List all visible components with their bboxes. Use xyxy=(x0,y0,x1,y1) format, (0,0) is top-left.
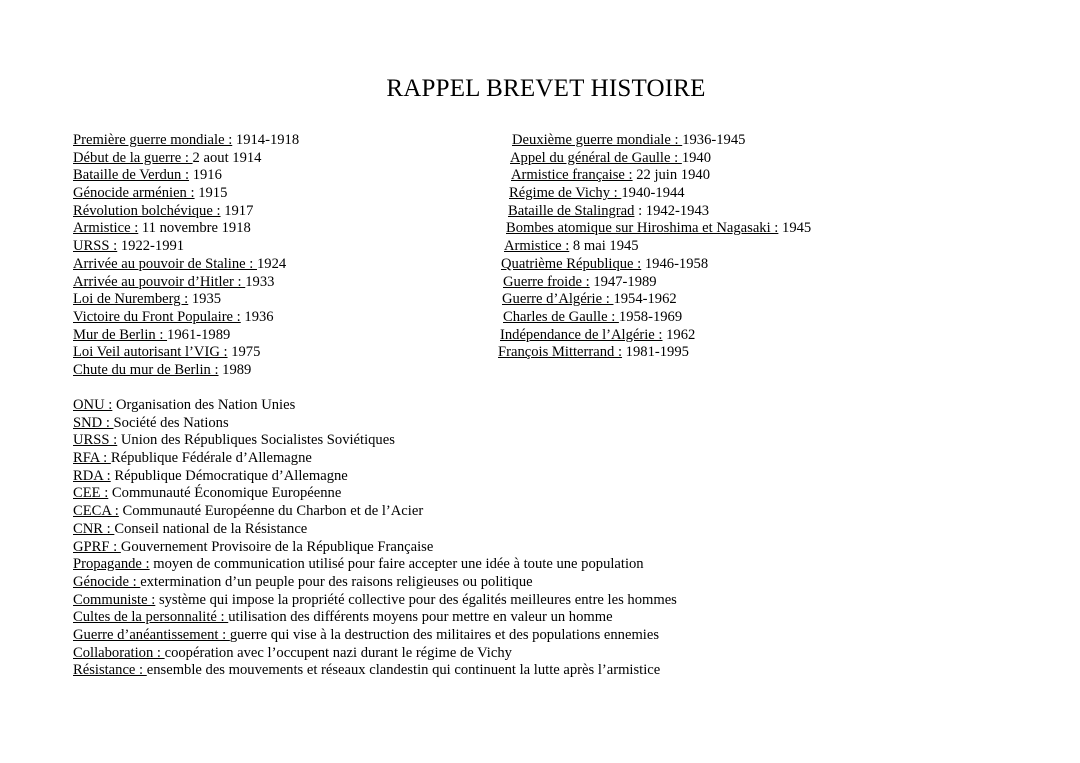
glossary-entry xyxy=(73,521,677,539)
date-entry xyxy=(497,132,811,150)
date-entry xyxy=(497,344,811,362)
date-entry xyxy=(73,185,299,203)
date-entry-term: Charles de Gaulle : xyxy=(503,308,619,325)
glossary-entry-value: République Démocratique d’Allemagne xyxy=(110,467,348,484)
glossary-entry-value: coopération avec l’occupent nazi durant le régime de Vichy xyxy=(164,644,512,661)
date-entry-term: Bataille de Stalingrad xyxy=(508,202,635,219)
date-entry xyxy=(73,150,299,168)
glossary-entry-value: République Fédérale d’Allemagne xyxy=(110,450,312,467)
glossary-entry xyxy=(73,415,677,433)
date-entry-term: Armistice : xyxy=(504,238,570,255)
date-entry-term: Révolution bolchévique : xyxy=(73,202,221,219)
date-entry xyxy=(497,167,811,185)
date-entry-term: Chute du mur de Berlin : xyxy=(73,361,219,378)
glossary-entry-term: Collaboration : xyxy=(73,644,165,661)
glossary-entry-value: Société des Nations xyxy=(113,414,229,431)
date-entry xyxy=(497,185,811,203)
glossary-entry-term: Guerre d’anéantissement : xyxy=(73,626,230,643)
date-entry xyxy=(497,309,811,327)
date-entry xyxy=(73,362,299,380)
date-entry-term: Guerre d’Algérie : xyxy=(502,291,614,308)
glossary-entry-value: extermination d’un peuple pour des raisons religieuses ou politique xyxy=(140,573,533,590)
date-entry xyxy=(497,274,811,292)
date-entry-term: Bataille de Verdun : xyxy=(73,167,190,184)
glossary-entry xyxy=(73,627,677,645)
glossary-entry-term: Génocide : xyxy=(73,573,141,590)
glossary-entry-value: Communauté Européenne du Charbon et de l’Acier xyxy=(118,503,424,520)
date-entry-value: 1915 xyxy=(194,185,228,202)
glossary-entry-term: CECA : xyxy=(73,503,119,520)
date-entry-term: Armistice : xyxy=(73,220,139,237)
date-entry xyxy=(73,309,299,327)
glossary-entry xyxy=(73,468,677,486)
date-entry-value: 1989 xyxy=(218,361,252,378)
page-title: RAPPEL BREVET HISTOIRE xyxy=(386,75,706,102)
date-entry-value: 1935 xyxy=(188,291,222,308)
glossary-entry xyxy=(73,609,677,627)
date-entry xyxy=(497,238,811,256)
date-entry xyxy=(497,220,811,238)
date-entry-value: 1947-1989 xyxy=(589,273,657,290)
date-entry-value: 2 aout 1914 xyxy=(192,149,262,166)
date-entry-term: URSS : xyxy=(73,238,118,255)
date-entry-value: 1975 xyxy=(227,344,261,361)
date-entry-value: 1914-1918 xyxy=(232,132,300,148)
date-entry-term: Mur de Berlin : xyxy=(73,326,168,343)
glossary-entry-term: SND : xyxy=(73,414,114,431)
date-entry-term: Génocide arménien : xyxy=(73,185,195,202)
glossary-entry xyxy=(73,450,677,468)
glossary-entry xyxy=(73,592,677,610)
date-entry xyxy=(497,150,811,168)
date-entry-term: François Mitterrand : xyxy=(498,344,623,361)
date-entry-term: Indépendance de l’Algérie : xyxy=(500,326,663,343)
glossary-entry-term: CNR : xyxy=(73,520,115,537)
glossary-entry xyxy=(73,574,677,592)
glossary-entry-term: URSS : xyxy=(73,432,118,449)
date-entry-term: Quatrième République : xyxy=(501,255,642,272)
date-entry-term: Régime de Vichy : xyxy=(509,185,622,202)
glossary-entry xyxy=(73,485,677,503)
date-entry-value: 1917 xyxy=(220,202,254,219)
date-entry-value: 1940 xyxy=(681,149,712,166)
date-entry xyxy=(73,327,299,345)
glossary-entry-value: Organisation des Nation Unies xyxy=(112,397,296,413)
date-entry xyxy=(73,274,299,292)
glossary-entry-term: Propagande : xyxy=(73,556,150,573)
date-entry xyxy=(73,291,299,309)
date-entry-term: Victoire du Front Populaire : xyxy=(73,308,241,325)
date-entry-value: 1936-1945 xyxy=(682,132,746,148)
left-dates-column xyxy=(73,132,299,380)
date-entry-term: Arrivée au pouvoir d’Hitler : xyxy=(73,273,246,290)
date-entry-value: 1916 xyxy=(189,167,222,184)
glossary-entry-value: Communauté Économique Européenne xyxy=(108,485,342,502)
date-entry-term: Arrivée au pouvoir de Staline : xyxy=(73,255,257,272)
date-entry-value: 1946-1958 xyxy=(641,255,709,272)
glossary-entry xyxy=(73,556,677,574)
glossary-entry-value: Conseil national de la Résistance xyxy=(114,520,308,537)
date-entry-term: Armistice française : xyxy=(511,167,633,184)
date-entry-value: 1958-1969 xyxy=(618,308,683,325)
date-entry xyxy=(73,238,299,256)
date-entry xyxy=(497,291,811,309)
date-entry-value: 1961-1989 xyxy=(167,326,231,343)
date-entry-value: 11 novembre 1918 xyxy=(138,220,251,237)
date-entry-value: 1922-1991 xyxy=(117,238,185,255)
date-entry-value: 1945 xyxy=(778,220,812,237)
date-entry-value: 1981-1995 xyxy=(622,344,689,361)
date-entry-term: Appel du général de Gaulle : xyxy=(510,149,682,166)
glossary-entry-value: système qui impose la propriété collective pour des égalités meilleures entre les hommes xyxy=(155,591,677,608)
glossary-entry-value: moyen de communication utilisé pour faire accepter une idée à toute une population xyxy=(149,556,644,573)
date-entry-term: Deuxième guerre mondiale : xyxy=(512,132,683,148)
date-entry xyxy=(73,256,299,274)
glossary-entry-term: Résistance : xyxy=(73,662,147,679)
date-entry xyxy=(73,344,299,362)
glossary-entry-value: ensemble des mouvements et réseaux clandestin qui continuent la lutte après l’armistice xyxy=(146,662,661,679)
glossary-entry-term: RFA : xyxy=(73,450,111,467)
glossary-entry xyxy=(73,539,677,557)
glossary-entry-term: Cultes de la personnalité : xyxy=(73,609,229,626)
glossary-entry-value: guerre qui vise à la destruction des militaires et des populations ennemies xyxy=(229,626,660,643)
glossary-entry-value: utilisation des différents moyens pour mettre en valeur un homme xyxy=(228,609,613,626)
glossary-entry-term: CEE : xyxy=(73,485,109,502)
date-entry xyxy=(73,220,299,238)
glossary-entry xyxy=(73,397,677,415)
date-entry-value: : 1942-1943 xyxy=(634,202,710,219)
date-entry-term: Début de la guerre : xyxy=(73,149,193,166)
date-entry-term: Loi Veil autorisant l’VIG : xyxy=(73,344,228,361)
date-entry-value: 22 juin 1940 xyxy=(632,167,710,184)
date-entry-term: Guerre froide : xyxy=(503,273,590,290)
glossary-entry xyxy=(73,645,677,663)
glossary-list xyxy=(73,397,677,680)
glossary-entry-term: GPRF : xyxy=(73,538,121,555)
date-entry-term: Première guerre mondiale : xyxy=(73,132,233,148)
glossary-entry-term: ONU : xyxy=(73,397,113,413)
date-entry-term: Bombes atomique sur Hiroshima et Nagasaki : xyxy=(506,220,779,237)
date-entry-value: 1954-1962 xyxy=(613,291,677,308)
date-entry xyxy=(497,327,811,345)
glossary-entry-value: Gouvernement Provisoire de la République Française xyxy=(120,538,434,555)
glossary-entry xyxy=(73,503,677,521)
glossary-entry-term: RDA : xyxy=(73,467,111,484)
date-entry xyxy=(73,167,299,185)
date-entry-value: 1924 xyxy=(257,255,287,272)
glossary-entry-term: Communiste : xyxy=(73,591,156,608)
date-entry-term: Loi de Nuremberg : xyxy=(73,291,189,308)
date-entry-value: 1940-1944 xyxy=(621,185,685,202)
date-entry xyxy=(497,256,811,274)
date-entry-value: 1933 xyxy=(245,273,275,290)
date-entry xyxy=(73,132,299,150)
glossary-entry xyxy=(73,432,677,450)
date-entry xyxy=(73,203,299,221)
right-dates-column xyxy=(497,132,811,362)
date-entry-value: 1936 xyxy=(240,308,274,325)
glossary-entry xyxy=(73,662,677,680)
date-entry-value: 8 mai 1945 xyxy=(569,238,639,255)
glossary-entry-value: Union des Républiques Socialistes Soviétiques xyxy=(117,432,395,449)
date-entry-value: 1962 xyxy=(662,326,696,343)
date-entry xyxy=(497,203,811,221)
